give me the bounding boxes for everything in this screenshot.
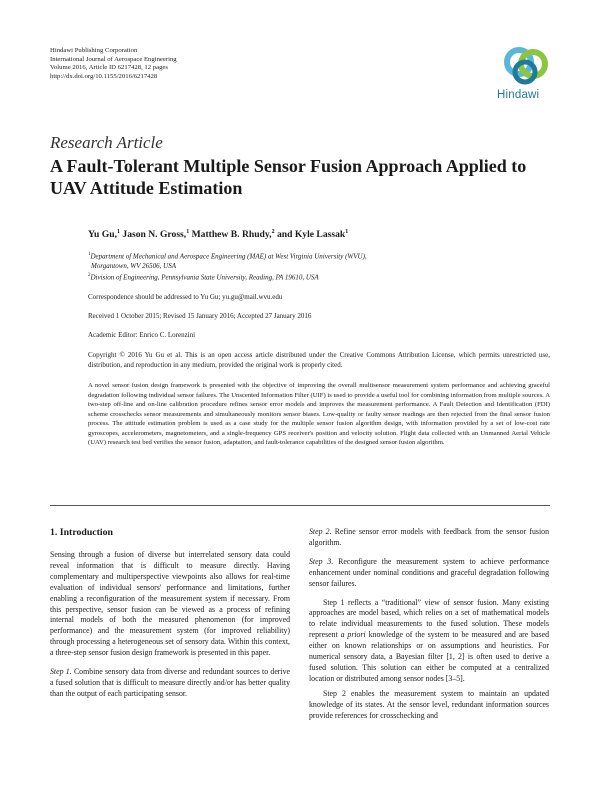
volume-info: Volume 2016, Article ID 6217428, 12 pages xyxy=(50,64,169,72)
step-2: Step 2. Refine sensor error models with feedback from the sensor fusion algorithm. xyxy=(309,527,549,547)
author-list xyxy=(88,229,348,240)
author-sup: 2 xyxy=(271,229,275,235)
author-sup: 1 xyxy=(116,229,120,235)
correspondence: Correspondence should be addressed to Yu Gu; yu.gu@mail.wvu.edu xyxy=(88,293,283,301)
doi-link[interactable]: http://dx.doi.org/10.1155/2016/6217428 xyxy=(50,72,158,80)
abstract: A novel sensor fusion design framework is presented with the objective of improving the overall multisensor measurement system performance and achieving graceful degradation following individual sensor failures. The Unscented Information Filter (UIF) is used to provide a useful tool for combining information from multiple sources. A two-step off-line and on-line calibration procedure refines sensor error models and improves the measurement performance. A Fault Detection and Identification (FDI) scheme crosschecks sensor measurements and simultaneously monitors sensor biases. Low-quality or faulty sensor readings are then rejected from the final sensor fusion process. The attitude estimation problem is used as a case study for the multiple sensor fusion algorithm design, with information provided by a set of low-cost rate gyroscopes, accelerometers, magnetometers, and a single-frequency GPS receiver's position and velocity solution. Flight data collected with an Unmanned Aerial Vehicle (UAV) research test bed verifies the sensor fusion, adaptation, and fault-tolerance capabilities of the designed sensor fusion algorithm. xyxy=(88,382,550,447)
copyright-notice: Copyright © 2016 Yu Gu et al. This is an open access article distributed under the Creative Commons Attribution License, which permits unrestricted use, distribution, and reproduction in any medium, provided the original work is properly cited. xyxy=(88,351,550,370)
article-kind: Research Article xyxy=(50,133,163,152)
step-1: Step 1. Combine sensory data from diverse and redundant sources to derive a fused solution that is difficult to measure directly and/or has better quality than the output of each participating sensor. xyxy=(50,667,290,698)
affiliation-2: $^2$Division of Engineering, Pennsylvania State University, Reading, PA 19610, USA xyxy=(88,273,319,282)
journal-header xyxy=(50,47,177,81)
hindawi-logo-text: Hindawi xyxy=(497,89,540,101)
section-heading: 1. Introduction xyxy=(50,527,113,538)
author-name: and Kyle Lassak xyxy=(276,229,346,241)
body-paragraph: Step 1 reflects a “traditional” view of sensor fusion. Many existing approaches are model based, which relies on a set of mathematical models to relate individual measurements to the fused solution. These models represent a priori knowledge of the system to be measured and are based either on known relationships or on assumptions and heuristics. For numerical sensory data, a Bayesian filter [1, 2] is often used to derive a fused solution. This solution can either be computed at a centralized location or distributed among sensor nodes [3–5]. xyxy=(309,597,549,683)
author-name: Jason N. Gross, xyxy=(122,229,187,241)
intro-paragraph: Sensing through a fusion of diverse but interrelated sensory data could reveal information that is difficult to measure directly. Having complementary and multiperspective viewpoints also allows for real-time evaluation of individual sensors' performance and limitations, further enabling a reconfiguration of the measurement system if necessary. From this perspective, sensor fusion can be viewed as a process of refining internal models of both the measured phenomenon (for improved performance) and the measurement system (for improved reliability) through processing a heterogeneous set of sensory data. Within this context, a three-step sensor fusion design framework is presented in this paper. xyxy=(50,550,290,658)
step-3: Step 3. Reconfigure the measurement system to achieve performance enhancement under nominal conditions and graceful degradation following sensor failures. xyxy=(309,556,549,588)
author-name: Matthew B. Rhudy, xyxy=(191,229,272,241)
journal-name: International Journal of Aerospace Engineering xyxy=(50,55,177,63)
author-sup: 1 xyxy=(345,229,349,235)
left-column xyxy=(50,550,290,700)
affiliation-1: $^1$Department of Mechanical and Aerospace Engineering (MAE) at West Virginia University (WVU), Morgantown, WV 26506, USA xyxy=(88,252,367,271)
right-column xyxy=(309,527,549,722)
publisher: Hindawi Publishing Corporation xyxy=(50,47,138,54)
body-paragraph: Step 2 enables the measurement system to maintain an updated knowledge of its states. At the sensor level, redundant information sources provide references for crosschecking and xyxy=(309,688,549,720)
author-name: Yu Gu, xyxy=(88,229,117,241)
author-sup: 1 xyxy=(186,229,190,235)
paper-title: A Fault-Tolerant Multiple Sensor Fusion Approach Applied to UAV Attitude Estimation xyxy=(50,156,527,198)
section-divider xyxy=(50,505,550,506)
academic-editor: Academic Editor: Enrico C. Lorenzini xyxy=(88,331,196,339)
article-dates: Received 1 October 2015; Revised 15 January 2016; Accepted 27 January 2016 xyxy=(88,312,312,320)
